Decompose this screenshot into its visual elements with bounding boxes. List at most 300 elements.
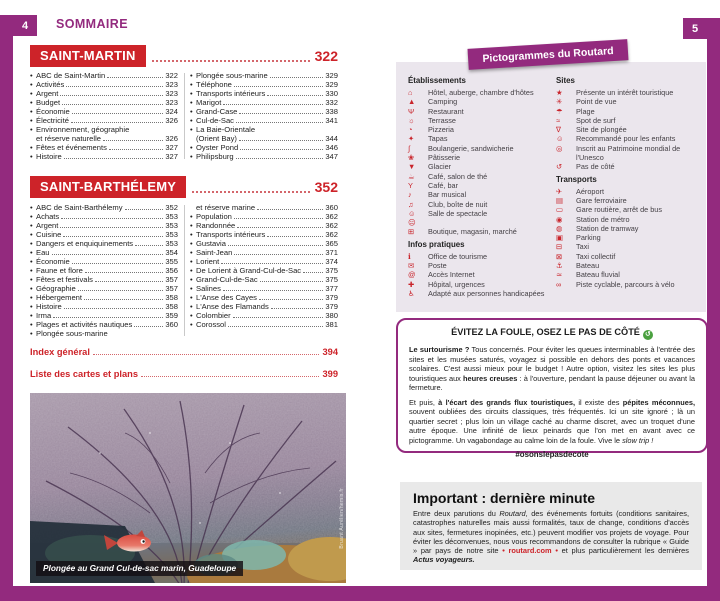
toc-item <box>190 143 338 152</box>
toc-label: Oyster Pond <box>196 143 239 152</box>
toc-bullet: • <box>190 284 193 293</box>
dotted-leader <box>62 104 163 105</box>
toc-page-number: 375 <box>325 266 338 275</box>
toc-label: Fêtes et festivals <box>36 275 93 284</box>
dotted-leader <box>72 113 164 114</box>
dotted-leader <box>93 354 320 355</box>
toc-bullet: • <box>30 284 33 293</box>
restaurant-icon: Ψ <box>408 106 415 116</box>
toc-page-number: 360 <box>325 203 338 212</box>
toc-column-right <box>190 71 338 161</box>
text-segment: Et puis, <box>409 397 439 407</box>
text-segment: Actus voyageurs. <box>413 555 475 565</box>
toc-page-number: 327 <box>165 152 178 161</box>
toc-bullet: • <box>190 320 193 329</box>
toc-page-number: 347 <box>325 152 338 161</box>
dotted-leader <box>64 158 164 159</box>
toc-item <box>190 125 338 143</box>
legend-item-label: Terrasse <box>428 115 456 125</box>
toc-bullet: • <box>30 257 33 266</box>
legend-item-label: Recommandé pour les enfants <box>576 134 676 144</box>
toc-label: Cuisine <box>36 230 62 239</box>
toc-item <box>190 239 338 248</box>
dotted-leader <box>267 236 323 237</box>
legend-item <box>556 134 698 143</box>
toc-item <box>190 89 338 98</box>
toc-bullet: • <box>30 89 33 98</box>
sommaire-header: SOMMAIRE <box>56 17 128 31</box>
legend-item <box>556 280 698 289</box>
toc-item <box>190 230 338 239</box>
toc-bullet: • <box>190 143 193 152</box>
legend-item <box>408 270 556 279</box>
link-page-number: 394 <box>322 347 338 357</box>
toc-label: Hébergement <box>36 293 83 302</box>
photo-caption: Plongée au Grand Cul-de-sac marin, Guadeloupe <box>36 561 243 576</box>
toc-label: Gustavia <box>196 239 226 248</box>
saint-martin-toc <box>30 71 338 161</box>
legend-item-label: Site de plongée <box>576 125 627 135</box>
toc-bullet: • <box>190 311 193 320</box>
legend-item <box>556 162 698 171</box>
legend-item <box>556 187 698 196</box>
left-page-rail <box>0 15 13 586</box>
toc-bullet: • <box>190 239 193 248</box>
toc-bullet: • <box>190 89 193 98</box>
toc-page-number: 353 <box>165 239 178 248</box>
toc-page-number: 346 <box>325 143 338 152</box>
toc-label: Achats <box>36 212 60 221</box>
toc-bullet: • <box>190 221 193 230</box>
toc-item <box>30 239 178 248</box>
toc-item <box>190 221 338 230</box>
toc-item <box>190 80 338 89</box>
text-segment: souvent oubliées des circuits classiques, très fréquentés. Ici un site ignoré ; là un quartier secret ; plus loin un village caché au charme discret, avec un troquet d'une autre époque. Une infinité de lieux peinards que l'on met en avant avec ce pictogramme. Un vagabondage au calme loin de la foule. Vive le <box>409 407 695 445</box>
text-segment: : à l'ouverture, pendant la pause déjeuner ou avant la fermeture. <box>409 373 695 392</box>
toc-item <box>30 329 178 338</box>
legend-item <box>556 233 698 242</box>
toc-page-number: 344 <box>325 134 338 143</box>
bar-musical-icon: ♪ <box>408 190 412 200</box>
avoid-crowd-title <box>409 327 695 340</box>
toc-label: Fêtes et événements <box>36 143 107 152</box>
legend-item <box>408 97 556 106</box>
toc-page-number: 341 <box>325 116 338 125</box>
boulangerie-icon: ∫ <box>408 143 411 153</box>
toc-label: Environnement, géographie <box>36 125 130 134</box>
toc-bullet: • <box>30 143 33 152</box>
toc-page-number: 330 <box>325 89 338 98</box>
dotted-leader <box>63 236 163 237</box>
legend-item-label: Spot de surf <box>576 115 616 125</box>
toc-label: Randonnée <box>196 221 236 230</box>
piste-cyclable-icon: ∞ <box>556 279 562 289</box>
dotted-leader <box>267 95 323 96</box>
station-metro-icon: ◉ <box>556 214 563 224</box>
legend-item <box>556 205 698 214</box>
bateau-icon: ⚓ <box>556 261 563 271</box>
handicap-icon: ♿ <box>408 288 415 298</box>
toc-page-number: 353 <box>165 230 178 239</box>
photo-credit: Bruant Aurélien/hemis.fr <box>339 488 345 549</box>
toc-item <box>30 311 178 320</box>
toc-page-number: 374 <box>325 257 338 266</box>
dotted-leader <box>84 299 163 300</box>
important-box <box>400 482 702 570</box>
legend-item-label: Taxi collectif <box>576 251 616 261</box>
pictogram-legend <box>396 62 706 312</box>
toc-item <box>30 221 178 230</box>
toc-label: Grand-Cul-de-Sac <box>196 275 258 284</box>
toc-item <box>190 116 338 125</box>
toc-bullet: • <box>30 107 33 116</box>
toc-label: Corossol <box>196 320 226 329</box>
recommande-enfants-icon: ☺ <box>556 134 564 144</box>
toc-page-number: 324 <box>165 107 178 116</box>
toc-bullet: • <box>190 248 193 257</box>
legend-group-heading: Transports <box>556 174 597 184</box>
dotted-leader <box>66 86 163 87</box>
toc-item <box>30 71 178 80</box>
dotted-leader <box>270 77 324 78</box>
toc-item <box>30 143 178 152</box>
toc-label-wrap: (Orient Bay) <box>196 134 237 143</box>
toc-item <box>190 98 338 107</box>
toc-label: Dangers et enquiquinements <box>36 239 134 248</box>
coral-fan-illustration <box>30 393 346 583</box>
dotted-leader <box>192 191 310 193</box>
legend-item <box>556 107 698 116</box>
dotted-leader <box>303 272 323 273</box>
legend-item <box>408 252 556 261</box>
legend-item-label: Accès Internet <box>428 270 475 280</box>
dotted-leader <box>125 209 164 210</box>
toc-item <box>30 302 178 311</box>
toc-item <box>190 284 338 293</box>
toc-bullet: • <box>190 275 193 284</box>
dotted-leader <box>234 86 323 87</box>
toc-label: Lorient <box>196 257 220 266</box>
toc-bullet: • <box>30 275 33 284</box>
legend-item <box>408 125 556 134</box>
text-segment: heures creuses <box>463 373 518 383</box>
toc-item <box>30 212 178 221</box>
toc-label: Plongée sous-marine <box>36 329 108 338</box>
legend-item-label: Aéroport <box>576 186 604 196</box>
toc-item <box>30 98 178 107</box>
toc-item <box>30 230 178 239</box>
toc-item <box>30 80 178 89</box>
toc-bullet: • <box>190 116 193 125</box>
legend-item-label: Bateau fluvial <box>576 270 620 280</box>
toc-page-number: 357 <box>165 275 178 284</box>
toc-label: Transports intérieurs <box>196 89 266 98</box>
toc-item <box>30 248 178 257</box>
toc-page-number: 354 <box>165 248 178 257</box>
dotted-leader <box>152 60 310 62</box>
toc-label: L'Anse des Flamands <box>196 302 269 311</box>
dotted-leader <box>228 245 323 246</box>
saint-martin-section-header <box>30 45 338 67</box>
legend-item-label: Bar musical <box>428 190 467 200</box>
legend-item <box>408 200 556 209</box>
toc-page-number: 358 <box>165 293 178 302</box>
legend-group-heading: Sites <box>556 76 575 85</box>
legend-item <box>408 153 556 162</box>
avoid-crowd-title-text: ÉVITEZ LA FOULE, OSEZ LE PAS DE CÔTÉ <box>451 327 640 337</box>
important-body <box>413 509 689 565</box>
toc-column-right <box>190 203 338 338</box>
legend-item-label: Station de tramway <box>576 223 639 233</box>
toc-bullet: • <box>30 329 33 338</box>
toc-bullet: • <box>30 248 33 257</box>
dotted-leader <box>233 317 324 318</box>
toc-page-number: 379 <box>325 302 338 311</box>
text-segment: Le surtourisme ? <box>409 345 470 354</box>
toc-page-number: 359 <box>165 311 178 320</box>
acces-internet-icon: @ <box>408 270 416 280</box>
dotted-leader <box>53 317 163 318</box>
toc-label: Irma <box>36 311 52 320</box>
gare-ferroviaire-icon: ▤ <box>556 195 563 205</box>
legend-item-label: Taxi <box>576 242 589 252</box>
section-title-box: SAINT-MARTIN <box>30 45 146 67</box>
toc-label: L'Anse des Cayes <box>196 293 257 302</box>
legend-column-left <box>408 73 556 298</box>
legend-item-label: Pas de côté <box>576 162 615 172</box>
boutique-icon: ⊞ <box>408 227 415 237</box>
toc-bullet: • <box>190 212 193 221</box>
toc-item <box>30 152 178 161</box>
toc-bullet: • <box>30 98 33 107</box>
toc-bullet: • <box>30 203 33 212</box>
toc-bullet: • <box>190 80 193 89</box>
toc-bullet: • <box>30 221 33 230</box>
parking-icon: ▣ <box>556 233 563 243</box>
dotted-leader <box>223 290 323 291</box>
toc-item <box>30 116 178 125</box>
toc-column-left <box>30 203 178 338</box>
dotted-leader <box>85 272 163 273</box>
toc-label: Téléphone <box>196 80 232 89</box>
toc-label: Géographie <box>36 284 76 293</box>
legend-item <box>408 227 556 236</box>
legend-item <box>556 224 698 233</box>
legend-item-label: Camping <box>428 97 458 107</box>
dotted-leader <box>259 299 323 300</box>
legend-item-label: Glacier <box>428 162 452 172</box>
toc-item <box>190 266 338 275</box>
toc-item <box>30 275 178 284</box>
right-page-number: 5 <box>683 18 707 39</box>
toc-label: Colombier <box>196 311 231 320</box>
bottom-bar <box>0 586 720 601</box>
toc-bullet: • <box>30 266 33 275</box>
text-segment: il existe des <box>575 397 623 407</box>
poste-icon: ✉ <box>408 261 415 271</box>
toc-label: Plongée sous-marine <box>196 71 268 80</box>
toc-item <box>190 302 338 311</box>
interet-touristique-icon: ★ <box>556 88 563 97</box>
legend-group-heading: Établissements <box>408 76 466 85</box>
dotted-leader <box>260 281 324 282</box>
legend-item <box>556 261 698 270</box>
toc-bullet: • <box>30 212 33 221</box>
toc-bullet: • <box>30 71 33 80</box>
dotted-leader <box>239 140 323 141</box>
dotted-leader <box>103 140 163 141</box>
toc-page-number: 352 <box>165 203 178 212</box>
site-de-plongee-icon: ∇ <box>556 125 561 135</box>
dotted-leader <box>236 158 324 159</box>
legend-item <box>556 270 698 279</box>
camping-icon: ▲ <box>408 97 416 107</box>
legend-item <box>408 209 556 228</box>
pas-de-cote-green-icon: ↺ <box>643 330 653 340</box>
toc-label: Eau <box>36 248 50 257</box>
toc-page-number: 353 <box>165 221 178 230</box>
legend-item <box>408 289 556 298</box>
legend-item <box>408 162 556 171</box>
toc-bullet: • <box>30 239 33 248</box>
toc-bullet: • <box>30 293 33 302</box>
avoid-crowd-paragraph-1 <box>409 345 695 393</box>
toc-bullet: • <box>30 152 33 161</box>
column-divider <box>184 205 185 336</box>
legend-item <box>408 134 556 143</box>
toc-page-number: 326 <box>165 116 178 125</box>
pizzeria-icon: ◔ <box>408 125 413 135</box>
toc-page-number: 381 <box>325 320 338 329</box>
toc-item <box>190 248 338 257</box>
legend-item <box>556 88 698 97</box>
dotted-leader <box>60 95 163 96</box>
legend-item-label: Inscrit au Patrimoine mondial de l'Unesco <box>576 143 681 163</box>
dotted-leader <box>135 245 163 246</box>
legend-item-label: Présente un intérêt touristique <box>576 88 674 97</box>
legend-item-label: Hôpital, urgences <box>428 279 485 289</box>
saint-barthelemy-toc <box>30 203 338 338</box>
dotted-leader <box>64 308 164 309</box>
toc-label: Histoire <box>36 152 62 161</box>
toc-bullet: • <box>190 293 193 302</box>
avoid-crowd-paragraph-2 <box>409 398 695 446</box>
column-divider <box>184 73 185 159</box>
dotted-leader <box>257 209 323 210</box>
terrasse-icon: ☼ <box>408 115 415 125</box>
toc-bullet: • <box>30 320 33 329</box>
toc-label: Argent <box>36 89 59 98</box>
legend-group-heading: Infos pratiques <box>408 239 465 249</box>
toc-label: Cul-de-Sac <box>196 116 234 125</box>
toc-item <box>190 107 338 116</box>
dotted-leader <box>78 290 164 291</box>
legend-item <box>556 252 698 261</box>
pas-de-cote-icon: ↺ <box>556 162 563 172</box>
section-title-box: SAINT-BARTHÉLEMY <box>30 176 186 198</box>
toc-label: Marigot <box>196 98 222 107</box>
legend-item-label: Salle de spectacle <box>428 208 488 218</box>
left-page-number: 4 <box>13 15 37 36</box>
dotted-leader <box>223 104 323 105</box>
legend-item <box>408 181 556 190</box>
toc-page-number: 326 <box>165 134 178 143</box>
toc-item <box>30 266 178 275</box>
hashtag: #osonslepasdecote <box>515 450 589 459</box>
toc-label: Économie <box>36 107 70 116</box>
toc-label: Histoire <box>36 302 62 311</box>
legend-item <box>408 172 556 181</box>
toc-label: Budget <box>36 98 61 107</box>
important-title: Important : dernière minute <box>413 490 596 506</box>
link-label: Liste des cartes et plans <box>30 369 138 379</box>
station-tramway-icon: ◍ <box>556 223 563 233</box>
toc-bullet: • <box>30 311 33 320</box>
gare-routiere-icon: ▭ <box>556 205 563 215</box>
toc-item <box>190 71 338 80</box>
taxi-icon: ⊟ <box>556 242 563 252</box>
toc-page-number: 323 <box>165 80 178 89</box>
toc-label: Grand-Case <box>196 107 238 116</box>
toc-page-number: 379 <box>325 293 338 302</box>
legend-item-label: Boutique, magasin, marché <box>428 227 517 237</box>
toc-column-left <box>30 71 178 161</box>
toc-page-number: 362 <box>325 230 338 239</box>
dotted-leader <box>95 281 163 282</box>
legend-item <box>556 144 698 163</box>
hotel-icon: ⌂ <box>408 88 413 97</box>
legend-column-right <box>556 73 698 298</box>
toc-item <box>30 320 178 329</box>
link-page-number: 399 <box>322 369 338 379</box>
legend-item-label: Café, bar <box>428 180 459 190</box>
index-general-link <box>30 347 338 357</box>
toc-page-number: 323 <box>165 98 178 107</box>
dotted-leader <box>60 227 163 228</box>
toc-page-number: 360 <box>165 320 178 329</box>
toc-label: Économie <box>36 257 70 266</box>
office-de-tourisme-icon: ℹ <box>408 251 411 261</box>
toc-item <box>30 293 178 302</box>
toc-label: Argent <box>36 221 59 230</box>
point-de-vue-icon: ✳ <box>556 97 563 107</box>
legend-item-label: Bateau <box>576 261 600 271</box>
legend-item <box>408 88 556 97</box>
toc-item <box>190 203 338 212</box>
toc-item <box>190 152 338 161</box>
toc-page-number: 338 <box>325 107 338 116</box>
plage-icon: ☂ <box>556 106 563 116</box>
text-segment: Routard <box>499 509 526 518</box>
toc-item <box>30 284 178 293</box>
legend-item-label: Café, salon de thé <box>428 171 488 181</box>
toc-page-number: 353 <box>165 212 178 221</box>
toc-page-number: 356 <box>165 266 178 275</box>
legend-item <box>408 280 556 289</box>
cafe-salon-de-the-icon: ☕ <box>408 171 415 181</box>
toc-item <box>190 212 338 221</box>
dotted-leader <box>234 218 323 219</box>
glacier-icon: ▼ <box>408 162 416 172</box>
legend-item-label: Restaurant <box>428 106 464 116</box>
legend-item-label: Hôtel, auberge, chambre d'hôtes <box>428 88 534 97</box>
toc-page-number: 332 <box>325 98 338 107</box>
text-segment: • routard.com • <box>502 546 558 556</box>
toc-bullet: • <box>190 98 193 107</box>
legend-item <box>408 107 556 116</box>
legend-item-label: Office de tourisme <box>428 251 488 261</box>
legend-item-label: Pâtisserie <box>428 153 461 163</box>
